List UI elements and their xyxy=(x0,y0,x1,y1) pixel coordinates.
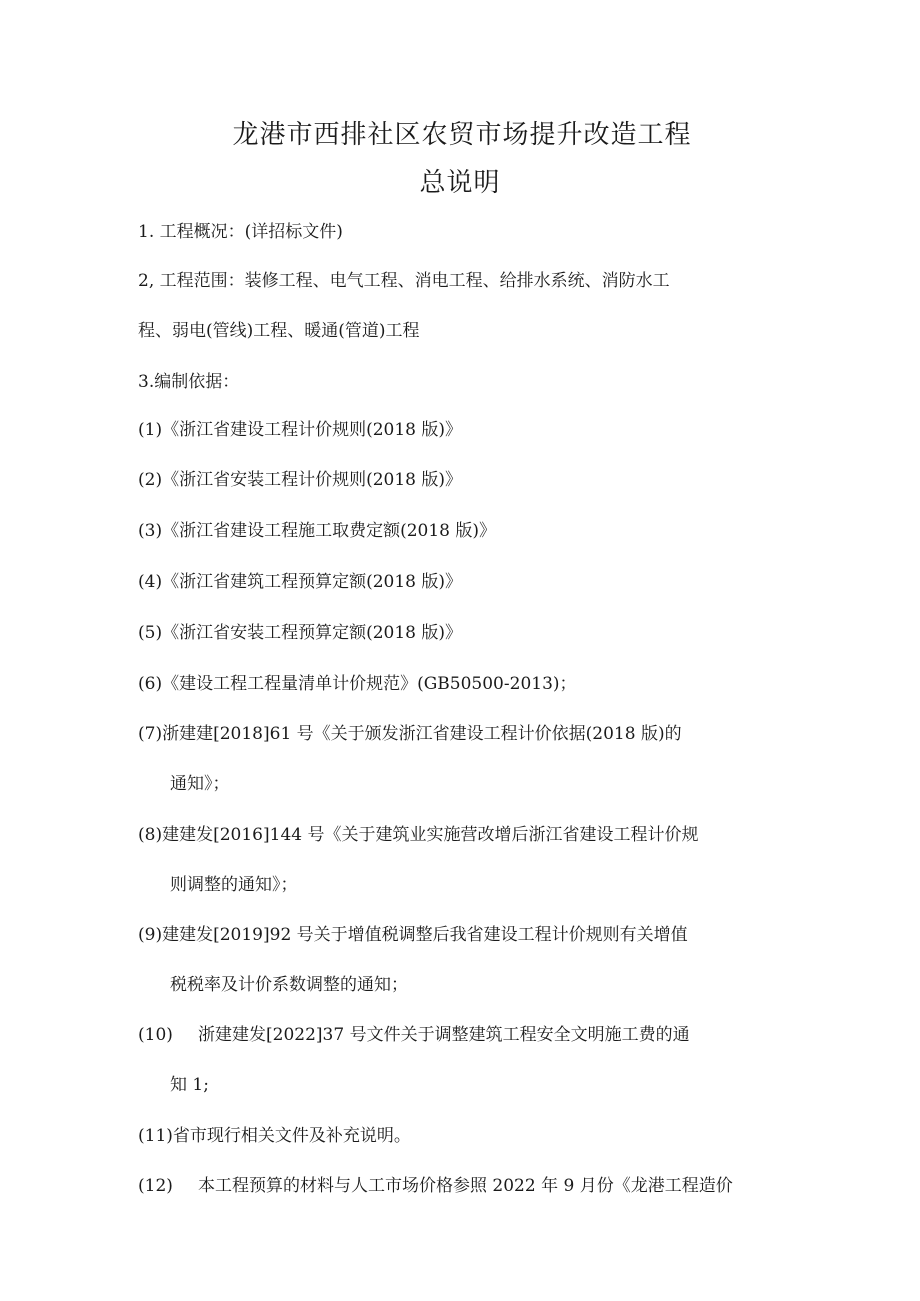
list-item-continuation: 则调整的通知》； xyxy=(170,875,298,895)
basis-heading: 3.编制依据： xyxy=(138,372,240,392)
list-item-number: (7) xyxy=(138,724,163,744)
list-item-text: 《浙江省建筑工程预算定额(2018 版)》 xyxy=(162,572,463,592)
list-item-number: (8) xyxy=(138,825,163,845)
list-item xyxy=(138,673,577,695)
list-item-text: 《浙江省建设工程计价规则(2018 版)》 xyxy=(162,420,463,440)
list-item xyxy=(138,723,682,745)
list-item-text: 《浙江省安装工程预算定额(2018 版)》 xyxy=(162,623,463,643)
list-item-number: (10) xyxy=(138,1025,173,1045)
list-item xyxy=(138,622,462,644)
list-item-continuation: 知 1; xyxy=(170,1075,209,1095)
scope-paragraph-line2: 程、弱电(管线)工程、暖通(管道)工程 xyxy=(138,321,420,341)
list-item xyxy=(138,469,462,491)
list-item-text: 本工程预算的材料与人工市场价格参照 2022 年 9 月份《龙港工程造价 xyxy=(198,1176,733,1196)
list-item-number: (1) xyxy=(138,420,163,440)
list-item-text: 省市现行相关文件及补充说明。 xyxy=(172,1126,411,1146)
list-item-number: (5) xyxy=(138,623,163,643)
list-item-text: 《建设工程工程量清单计价规范》(GB50500-2013)； xyxy=(162,674,577,694)
list-item xyxy=(138,924,688,946)
list-item xyxy=(138,571,462,593)
list-item-text: 建建发[2019]92 号关于增值税调整后我省建设工程计价规则有关增值 xyxy=(162,925,688,945)
list-item xyxy=(138,824,698,846)
list-item-number: (11) xyxy=(138,1126,173,1146)
list-item-number: (3) xyxy=(138,521,163,541)
list-item-number: (6) xyxy=(138,674,163,694)
list-item-continuation: 通知》； xyxy=(170,774,230,794)
list-item-number: (9) xyxy=(138,925,163,945)
list-item xyxy=(138,419,462,441)
list-item xyxy=(138,1125,411,1147)
list-item-text: 《浙江省安装工程计价规则(2018 版)》 xyxy=(162,470,463,490)
list-item xyxy=(138,520,496,542)
list-item xyxy=(138,1024,690,1046)
list-item-continuation: 税税率及计价系数调整的通知； xyxy=(170,975,408,995)
list-item-text: 浙建建[2018]61 号《关于颁发浙江省建设工程计价依据(2018 版)的 xyxy=(162,724,682,744)
document-title: 龙港市西排社区农贸市场提升改造工程 xyxy=(232,120,692,150)
document-subtitle: 总说明 xyxy=(419,168,501,198)
list-item-number: (12) xyxy=(138,1176,173,1196)
list-item-number: (4) xyxy=(138,572,163,592)
list-item-number: (2) xyxy=(138,470,163,490)
list-item-text: 《浙江省建设工程施工取费定额(2018 版)》 xyxy=(162,521,497,541)
list-item xyxy=(138,1175,733,1197)
scope-paragraph-line1: 2, 工程范围：装修工程、电气工程、消电工程、给排水系统、消防水工 xyxy=(138,271,670,291)
overview-paragraph: 1. 工程概况：(详招标文件) xyxy=(138,222,343,242)
list-item-text: 建建发[2016]144 号《关于建筑业实施营改增后浙江省建设工程计价规 xyxy=(162,825,699,845)
list-item-text: 浙建建发[2022]37 号文件关于调整建筑工程安全文明施工费的通 xyxy=(198,1025,690,1045)
